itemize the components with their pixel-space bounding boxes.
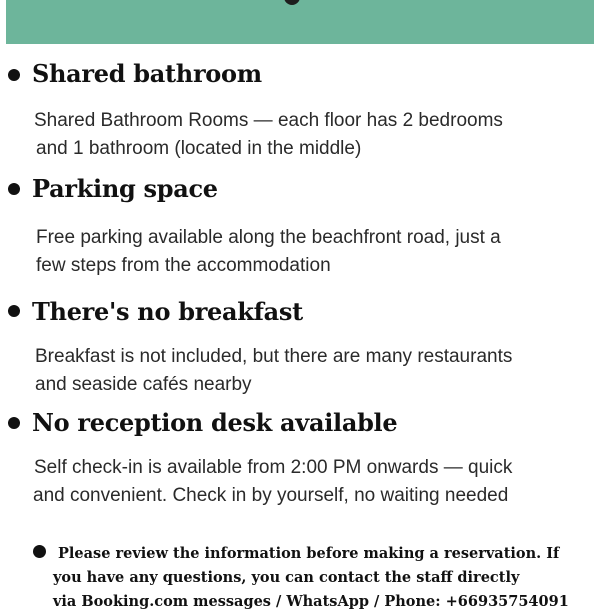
description-line: and seaside cafés nearby [35, 374, 252, 395]
description-line: Shared Bathroom Rooms — each floor has 2 bedrooms [34, 110, 503, 131]
header-banner [6, 0, 594, 44]
section-description-shared-bathroom [34, 107, 574, 163]
note-line: Please review the information before making a reservation. If [58, 545, 560, 562]
bullet-dot [8, 305, 20, 317]
note-line: via Booking.com messages / WhatsApp / Phone: +66935754091 [53, 593, 569, 610]
section-description-no-breakfast [35, 343, 575, 399]
section-title-no-reception: No reception desk available [32, 408, 398, 437]
description-line: few steps from the accommodation [36, 255, 331, 276]
section-title-no-breakfast: There's no breakfast [32, 297, 303, 326]
description-line: and 1 bathroom (located in the middle) [36, 138, 362, 159]
section-description-no-reception [33, 454, 573, 510]
bullet-dot [33, 545, 46, 558]
section-title-parking-space: Parking space [32, 174, 218, 203]
description-line: Self check-in is available from 2:00 PM onwards — quick [34, 457, 513, 478]
description-line: Free parking available along the beachfront road, just a [36, 227, 501, 248]
bullet-dot [8, 69, 20, 81]
header-title-fragment [284, 0, 300, 5]
description-line: Breakfast is not included, but there are many restaurants [35, 346, 513, 367]
description-line: and convenient. Check in by yourself, no waiting needed [33, 485, 509, 506]
bullet-dot [8, 183, 20, 195]
section-title-shared-bathroom: Shared bathroom [32, 59, 262, 88]
bullet-dot [8, 417, 20, 429]
reservation-note [53, 542, 593, 614]
note-line: you have any questions, you can contact the staff directly [53, 569, 520, 586]
section-description-parking-space [36, 224, 576, 280]
